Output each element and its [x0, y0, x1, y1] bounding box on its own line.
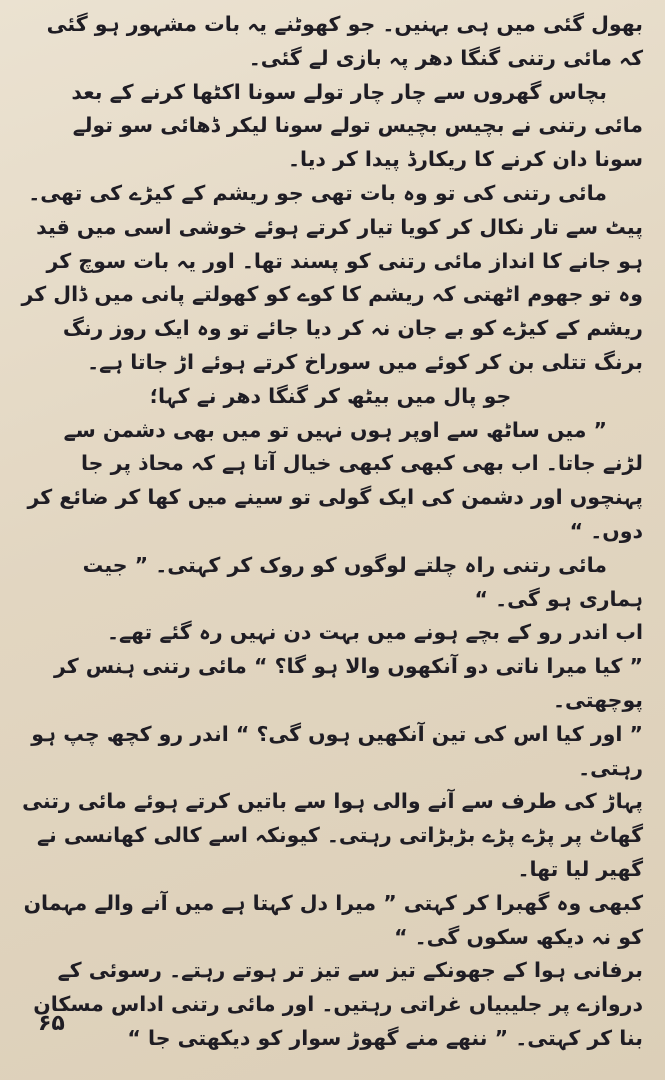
paragraph-8-dialogue: ” کیا میرا ناتی دو آنکھوں والا ہو گا؟ “ مائی رتنی ہنس کر پوچھتی۔ — [53, 654, 643, 712]
paragraph-12: برفانی ہوا کے جھونکے تیز سے تیز تر ہوتے رہتے۔ رسوئی کے دروازے پر جلیبیاں غراتی رہتیں۔ اور مائی رتنی اداس مسکان بنا کر کہتی۔ ” ننھے منے گھوڑ سوار کو دیکھتی جا “ — [33, 958, 643, 1050]
paragraph-10: پہاڑ کی طرف سے آنے والی ہوا سے باتیں کرتے ہوئے مائی رتنی گھاٹ پر پڑے پڑے بڑبڑاتی رہتی۔ کیونکہ اسے کالی کھانسی نے گھیر لیا تھا۔ — [22, 789, 643, 881]
urdu-text-body — [18, 8, 643, 1056]
paragraph-4: جو پال میں بیٹھ کر گنگا دھر نے کہا؛ — [149, 383, 512, 408]
paragraph-7: اب اندر رو کے بچے ہونے میں بہت دن نہیں رہ گئے تھے۔ — [106, 620, 643, 645]
paragraph-5-quote: ” میں ساٹھ سے اوپر ہوں نہیں تو میں بھی دشمن سے لڑنے جاتا۔ اب بھی کبھی کبھی خیال آتا ہے کہ محاذ پر جا پہنچوں اور دشمن کی ایک گولی تو سینے میں کھا کر ضائع کر دوں۔ “ — [27, 417, 643, 543]
paragraph-3: مائی رتنی کی تو وہ بات تھی جو ریشم کے کیڑے کی تھی۔ پیٹ سے تار نکال کر کویا تیار کرتے ہوئے خوشی اسی میں قید ہو جانے کا انداز مائی رتنی کو پسند تھا۔ اور یہ بات سوچ کر وہ تو جھوم اٹھتی کہ ریشم کا کوے کو کھولتے پانی میں ڈال کر ریشم کے کیڑے کو بے جان نہ کر دیا جائے تو وہ ایک روز رنگ برنگ تتلی بن کر کوئے میں سوراخ کرتے ہوئے اڑ جاتا ہے۔ — [21, 180, 643, 374]
paragraph-9-dialogue: ” اور کیا اس کی تین آنکھیں ہوں گی؟ “ اندر رو کچھ چپ ہو رہتی۔ — [31, 721, 643, 780]
page-number: ۶۵ — [38, 1011, 65, 1036]
paragraph-11-dialogue: کبھی وہ گھبرا کر کہتی ” میرا دل کہتا ہے میں آنے والے مہمان کو نہ دیکھ سکوں گی۔ “ — [23, 890, 643, 949]
paragraph-1: بھول گئی میں ہی بہنیں۔ جو کھوٹنے یہ بات مشہور ہو گئی کہ مائی رتنی گنگا دھر پہ بازی لے گئی۔ — [46, 12, 643, 70]
paragraph-6: مائی رتنی راہ چلتے لوگوں کو روک کر کہتی۔ ” جیت ہماری ہو گی۔ “ — [82, 552, 643, 611]
paragraph-2: بچاس گھروں سے چار چار تولے سونا اکٹھا کرنے کے بعد مائی رتنی نے بچیس بچیس تولے سونا لیکر ڈھائی سو تولے سونا دان کرنے کا ریکارڈ پیدا کر دیا۔ — [71, 79, 643, 172]
